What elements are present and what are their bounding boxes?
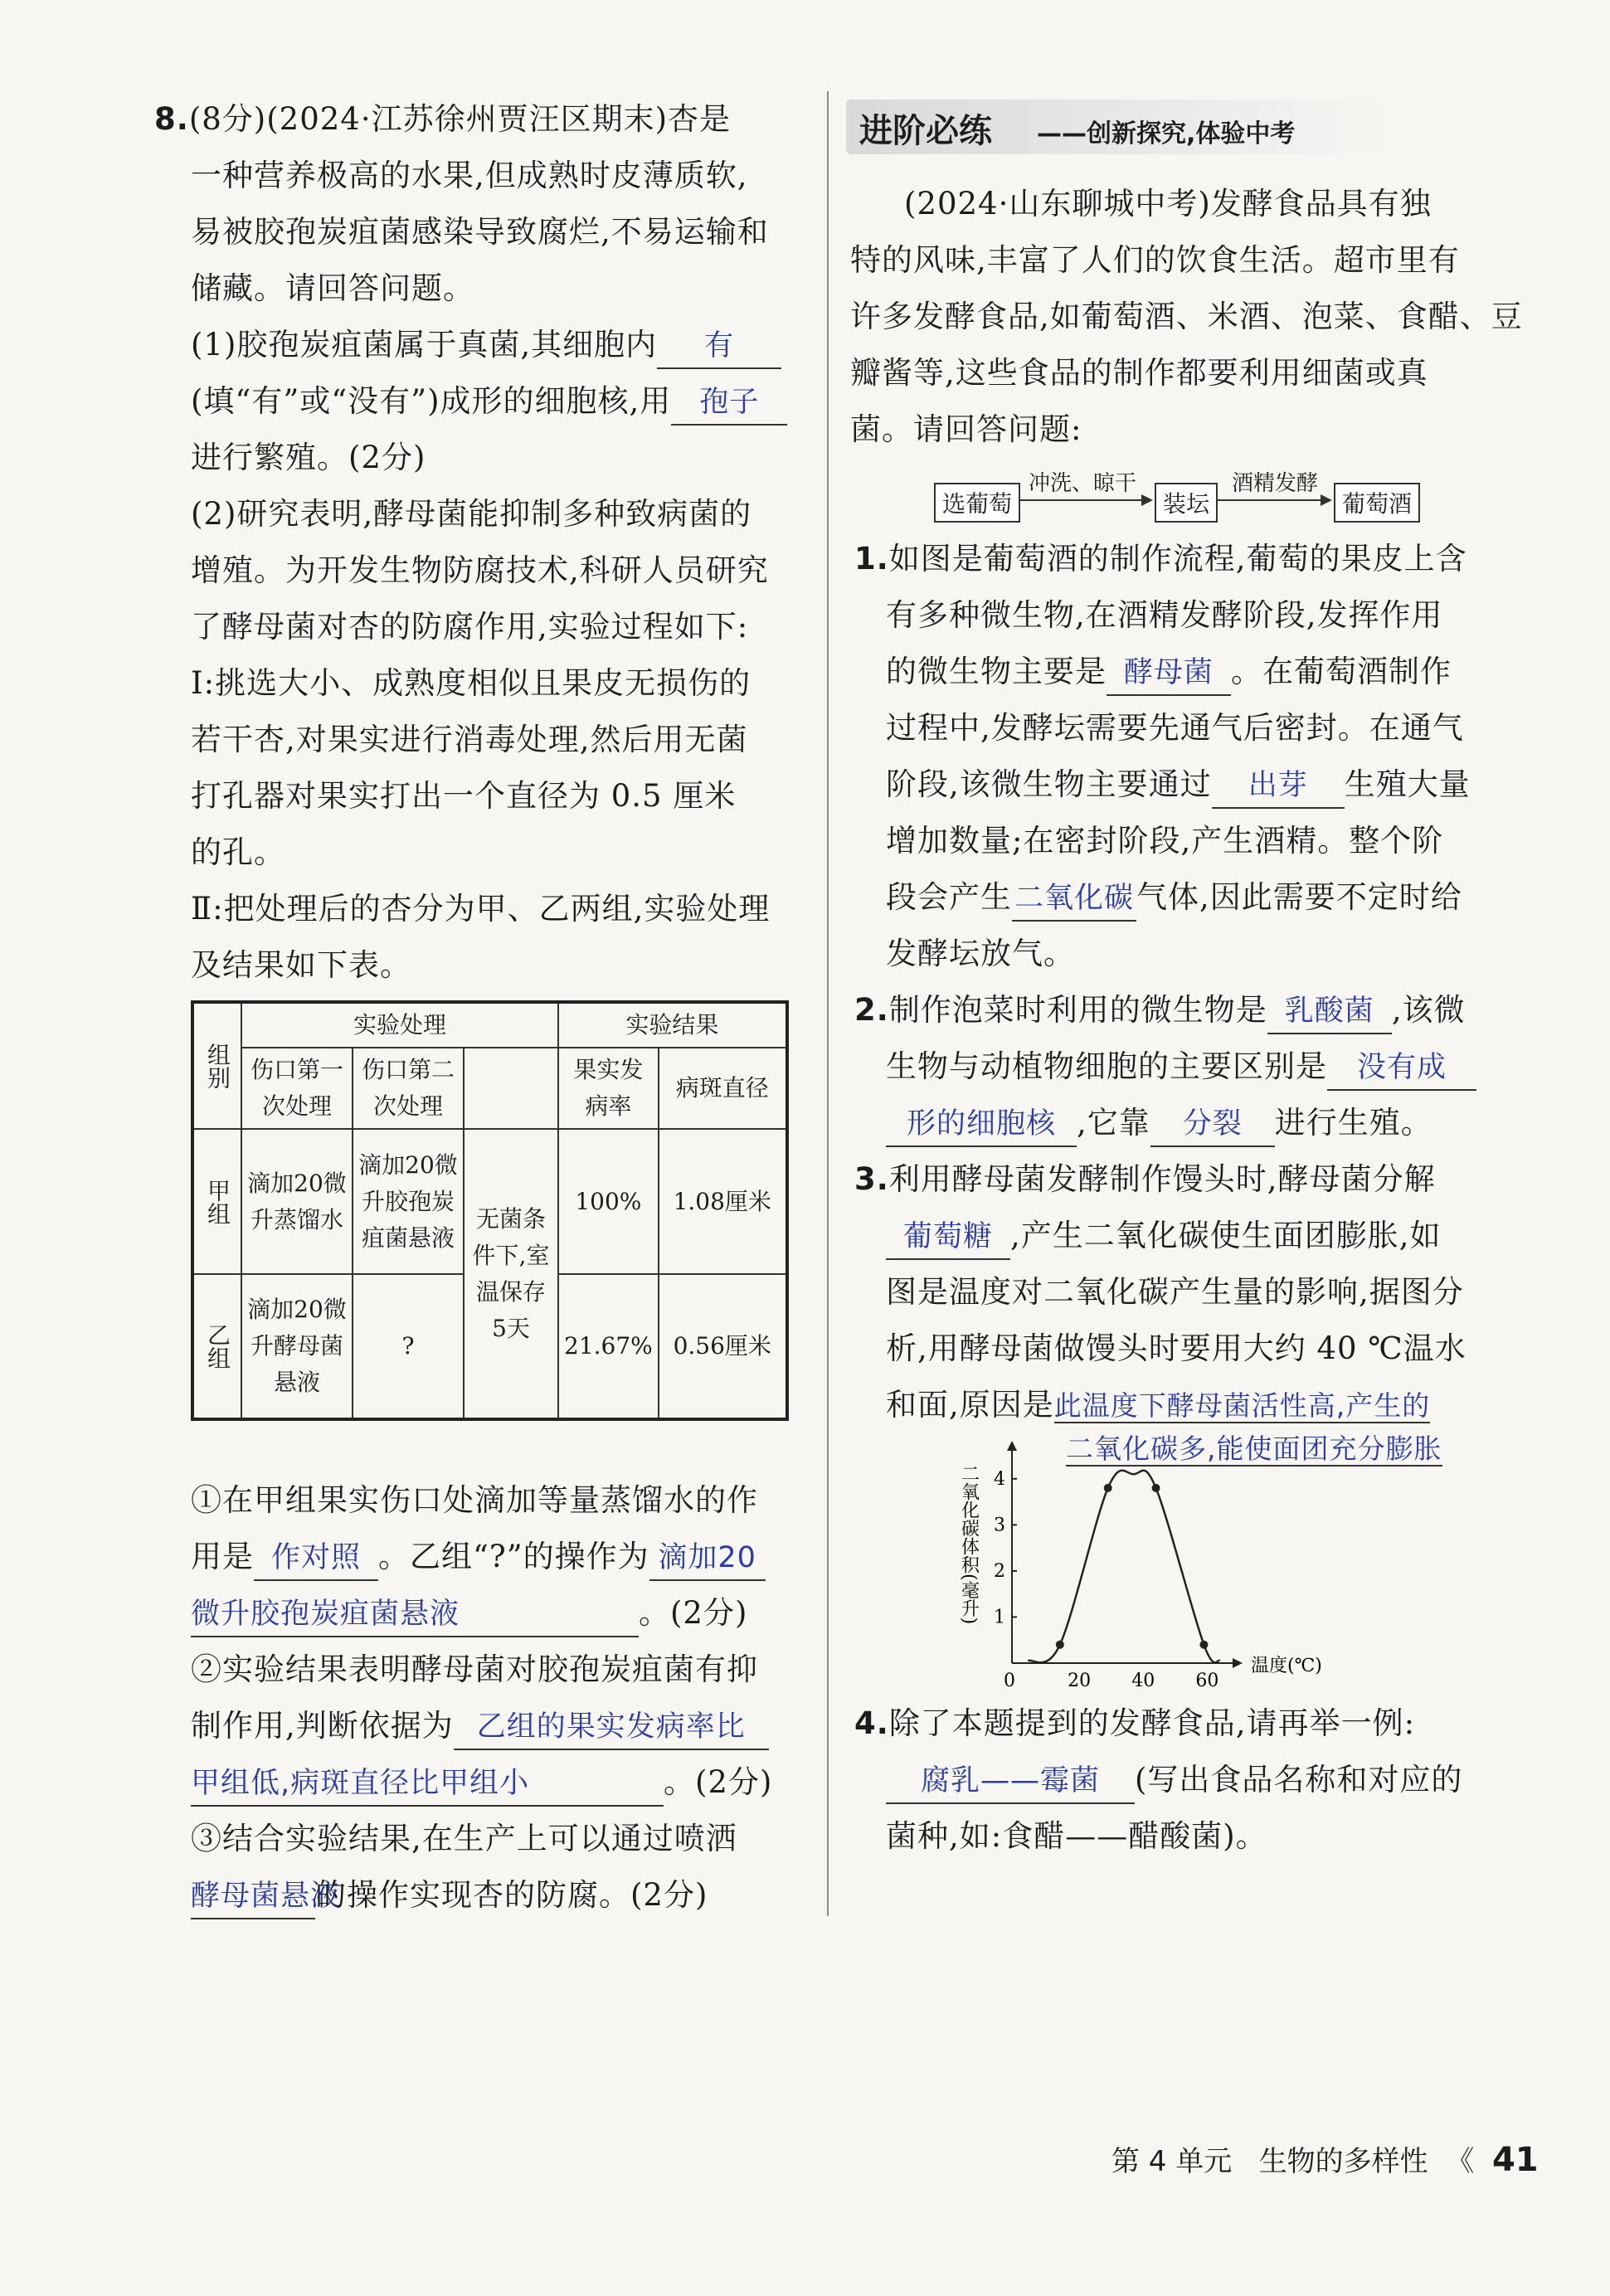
flow-step-select: 选葡萄 bbox=[934, 483, 1020, 523]
q8-part2-line: 及结果如下表。 bbox=[191, 947, 411, 983]
flow-arrow bbox=[1019, 499, 1141, 501]
question-number: 1. bbox=[854, 541, 889, 576]
q8-sub1-line3 bbox=[191, 1585, 747, 1642]
y-tick-label: 2 bbox=[994, 1560, 1005, 1582]
answer-blank[interactable]: 没有成 bbox=[1327, 1046, 1476, 1091]
answer-blank[interactable]: 形的细胞核 bbox=[886, 1102, 1077, 1147]
text: (填“有”或“没有”)成形的细胞核,用 bbox=[191, 383, 672, 419]
x-arrow-icon bbox=[1233, 1658, 1243, 1668]
cell: 0.56厘米 bbox=[659, 1274, 787, 1419]
data-point bbox=[1152, 1484, 1160, 1492]
q8-part1-line3: 进行繁殖。(2分) bbox=[191, 440, 426, 475]
answer-blank[interactable]: 孢子 bbox=[671, 381, 787, 426]
text: 的操作实现杏的防腐。(2分) bbox=[315, 1877, 708, 1913]
header-first-treatment: 伤口第一次处理 bbox=[241, 1048, 353, 1129]
answer-blank[interactable]: 出芽 bbox=[1212, 764, 1345, 809]
cell: 100% bbox=[558, 1129, 659, 1274]
arrow-head-icon bbox=[1141, 494, 1153, 506]
x-tick-label: 0 bbox=[1004, 1671, 1015, 1691]
q8-part2-line: 增殖。为开发生物防腐技术,科研人员研究 bbox=[191, 552, 769, 588]
flow-step-wine: 葡萄酒 bbox=[1334, 483, 1420, 523]
r3-line2 bbox=[886, 1208, 1442, 1264]
answer-blank[interactable]: 酵母菌 bbox=[1107, 651, 1231, 696]
text: 如图是葡萄酒的制作流程,葡萄的果皮上含 bbox=[888, 541, 1467, 576]
data-point bbox=[1104, 1484, 1112, 1492]
answer-blank[interactable]: 微升胶孢炭疽菌悬液 bbox=[191, 1593, 639, 1637]
text: 生物与动植物细胞的主要区别是 bbox=[886, 1048, 1327, 1084]
series-line bbox=[1028, 1471, 1219, 1663]
data-point bbox=[1056, 1641, 1064, 1649]
y-tick-label: 3 bbox=[994, 1515, 1005, 1536]
text: ,产生二氧化碳使生面团膨胀,如 bbox=[1010, 1218, 1442, 1253]
chevron-icon: 《 bbox=[1446, 2145, 1475, 2178]
r3-line3: 图是温度对二氧化碳产生量的影响,据图分 bbox=[886, 1274, 1464, 1310]
answer-blank[interactable]: 作对照 bbox=[254, 1536, 378, 1581]
x-tick-label: 60 bbox=[1195, 1671, 1219, 1691]
cell: 滴加20微升蒸馏水 bbox=[241, 1129, 353, 1274]
text: 生殖大量 bbox=[1344, 766, 1471, 802]
text: 除了本题提到的发酵食品,请再举一例: bbox=[888, 1705, 1416, 1741]
intro-line: 许多发酵食品,如葡萄酒、米酒、泡菜、食醋、豆 bbox=[850, 299, 1523, 334]
header-group: 组别 bbox=[192, 1002, 241, 1129]
text: 进行生殖。 bbox=[1274, 1105, 1432, 1141]
cell: 滴加20微升胶孢炭疽菌悬液 bbox=[353, 1129, 464, 1274]
text: 制作用,判断依据为 bbox=[191, 1708, 454, 1744]
question-number: 4. bbox=[854, 1705, 889, 1741]
unit-title: 生物的多样性 bbox=[1258, 2145, 1428, 2178]
experiment-table bbox=[191, 1000, 789, 1421]
answer-blank[interactable]: 甲组低,病斑直径比甲组小 bbox=[191, 1762, 664, 1807]
text: 段会产生 bbox=[886, 879, 1012, 915]
cell: 21.67% bbox=[558, 1274, 659, 1419]
text: ,该微 bbox=[1391, 992, 1466, 1028]
q8-sub2-line2 bbox=[191, 1698, 769, 1754]
question-number: 3. bbox=[854, 1161, 889, 1197]
q8-sub3-line1: ③结合实验结果,在生产上可以通过喷洒 bbox=[191, 1821, 737, 1856]
header-result: 实验结果 bbox=[558, 1002, 787, 1048]
header-treatment: 实验处理 bbox=[241, 1002, 558, 1048]
intro-line: 菌。请回答问题: bbox=[850, 411, 1082, 447]
r1-line1 bbox=[854, 531, 1467, 587]
r1-line3 bbox=[886, 644, 1452, 700]
answer-blank[interactable]: 乳酸菌 bbox=[1267, 990, 1392, 1034]
page-footer bbox=[1111, 2138, 1539, 2179]
text: (1)胶孢炭疽菌属于真菌,其细胞内 bbox=[191, 327, 658, 362]
r3-line4: 析,用酵母菌做馒头时要用大约 40 ℃温水 bbox=[886, 1330, 1467, 1366]
r2-line3 bbox=[886, 1095, 1432, 1151]
text: 。(2分) bbox=[639, 1595, 748, 1631]
r2-line1 bbox=[854, 982, 1466, 1039]
question-8-line-4: 储藏。请回答问题。 bbox=[191, 270, 474, 306]
text: 用是 bbox=[191, 1539, 254, 1574]
text: 。乙组“?”的操作为 bbox=[378, 1539, 649, 1574]
header-diameter: 病斑直径 bbox=[659, 1048, 787, 1129]
banner-title: 进阶必练 bbox=[859, 112, 992, 150]
r1-line5 bbox=[886, 756, 1471, 813]
question-8-line-1 bbox=[154, 91, 731, 148]
q8-part2-line: Ⅰ:挑选大小、成熟度相似且果皮无损伤的 bbox=[191, 665, 751, 701]
text: 制作泡菜时利用的微生物是 bbox=[888, 992, 1267, 1028]
text: 阶段,该微生物主要通过 bbox=[886, 766, 1212, 802]
q8-part2-line: 若干杏,对果实进行消毒处理,然后用无菌 bbox=[191, 722, 748, 757]
answer-blank[interactable]: 滴加20 bbox=[649, 1536, 766, 1581]
r4-line3: 菌种,如:食醋——醋酸菌)。 bbox=[886, 1818, 1267, 1854]
answer-blank[interactable]: 分裂 bbox=[1150, 1102, 1275, 1147]
text: (写出食品名称和对应的 bbox=[1135, 1762, 1463, 1797]
q8-sub2-line3 bbox=[191, 1754, 772, 1811]
temperature-co2-chart bbox=[958, 1439, 1559, 1691]
text: 。(2分) bbox=[664, 1764, 773, 1800]
cell: ? bbox=[353, 1274, 464, 1419]
page-number: 41 bbox=[1491, 2141, 1539, 2179]
unit-label: 第 4 单元 bbox=[1111, 2145, 1233, 2178]
q8-part1-line1 bbox=[191, 317, 781, 373]
intro-line: (2024·山东聊城中考)发酵食品具有独 bbox=[904, 186, 1432, 221]
q8-sub2-line1: ②实验结果表明酵母菌对胶孢炭疽菌有抑 bbox=[191, 1651, 758, 1687]
question-number: 8. bbox=[154, 101, 189, 137]
question-number: 2. bbox=[854, 992, 889, 1028]
answer-blank[interactable]: 酵母菌悬液 bbox=[191, 1875, 315, 1919]
y-arrow-icon bbox=[1007, 1441, 1017, 1451]
y-axis-label: 二氧化碳体积(毫升) bbox=[958, 1464, 980, 1625]
r1-line4: 过程中,发酵坛需要先通气后密封。在通气 bbox=[886, 710, 1464, 746]
r1-line2: 有多种微生物,在酒精发酵阶段,发挥作用 bbox=[886, 597, 1443, 633]
section-banner bbox=[846, 100, 1394, 154]
text: 利用酵母菌发酵制作馒头时,酵母菌分解 bbox=[888, 1161, 1436, 1197]
r2-line2 bbox=[886, 1039, 1476, 1095]
q8-part2-line: (2)研究表明,酵母菌能抑制多种致病菌的 bbox=[191, 496, 752, 532]
text: (8分)(2024·江苏徐州贾汪区期末)杏是 bbox=[188, 101, 732, 137]
answer-blank[interactable]: 二氧化碳 bbox=[1012, 877, 1136, 922]
text: 和面,原因是 bbox=[886, 1387, 1054, 1423]
answer-blank[interactable]: 葡萄糖 bbox=[886, 1215, 1010, 1260]
y-tick-label: 4 bbox=[994, 1468, 1005, 1490]
column-divider bbox=[827, 91, 829, 1916]
y-tick-label: 1 bbox=[994, 1607, 1005, 1628]
answer-blank[interactable]: 二氧化碳多,能使面团充分膨胀 bbox=[1066, 1433, 1442, 1465]
header-condition-empty bbox=[464, 1048, 558, 1129]
data-point bbox=[1199, 1641, 1208, 1649]
flow-step-jar: 装坛 bbox=[1155, 483, 1218, 523]
q8-part2-line: 打孔器对果实打出一个直径为 0.5 厘米 bbox=[191, 778, 737, 814]
q8-part2-line: 的孔。 bbox=[191, 834, 285, 870]
r4-line1 bbox=[854, 1695, 1415, 1752]
r1-line8: 发酵坛放气。 bbox=[886, 936, 1075, 971]
x-axis-label: 温度(℃) bbox=[1251, 1656, 1322, 1676]
r4-line2 bbox=[886, 1752, 1462, 1808]
r1-line7 bbox=[886, 869, 1462, 926]
flow-arrow bbox=[1216, 499, 1321, 501]
group-jia: 甲组 bbox=[192, 1129, 241, 1274]
text: 气体,因此需要不定时给 bbox=[1136, 879, 1462, 915]
header-rate: 果实发病率 bbox=[558, 1048, 659, 1129]
intro-line: 特的风味,丰富了人们的饮食生活。超市里有 bbox=[850, 242, 1460, 278]
question-8-line-2: 一种营养极高的水果,但成熟时皮薄质软, bbox=[191, 158, 748, 193]
q8-sub1-line1: ①在甲组果实伤口处滴加等量蒸馏水的作 bbox=[191, 1482, 758, 1518]
header-second-treatment: 伤口第二次处理 bbox=[353, 1048, 464, 1129]
q8-sub3-line2 bbox=[191, 1867, 708, 1924]
x-tick-label: 40 bbox=[1131, 1671, 1155, 1691]
answer-blank[interactable]: 此温度下酵母菌活性高,产生的 bbox=[1053, 1389, 1431, 1422]
flow-label-ferment: 酒精发酵 bbox=[1232, 471, 1319, 496]
group-yi: 乙组 bbox=[192, 1274, 241, 1419]
answer-blank[interactable]: 腐乳——霉菌 bbox=[886, 1759, 1135, 1804]
condition-cell: 无菌条件下,室温保存5天 bbox=[464, 1129, 558, 1419]
q8-part1-line2 bbox=[191, 373, 787, 430]
text: ,它靠 bbox=[1077, 1105, 1150, 1141]
question-8-line-3: 易被胶孢炭疽菌感染导致腐烂,不易运输和 bbox=[191, 214, 769, 250]
intro-line: 瓣酱等,这些食品的制作都要利用细菌或真 bbox=[850, 355, 1428, 391]
banner-subtitle: ——创新探究,体验中考 bbox=[1037, 119, 1296, 148]
answer-blank[interactable]: 有 bbox=[657, 324, 781, 369]
q8-part2-line: Ⅱ:把处理后的杏分为甲、乙两组,实验处理 bbox=[191, 891, 771, 927]
text: 的微生物主要是 bbox=[886, 654, 1107, 689]
q8-sub1-line2 bbox=[191, 1529, 766, 1585]
cell: 1.08厘米 bbox=[659, 1129, 787, 1274]
r1-line6: 增加数量;在密封阶段,产生酒精。整个阶 bbox=[886, 823, 1444, 859]
q8-part2-line: 了酵母菌对杏的防腐作用,实验过程如下: bbox=[191, 609, 749, 645]
flow-label-wash: 冲洗、晾干 bbox=[1029, 471, 1137, 496]
r3-line1 bbox=[854, 1151, 1436, 1208]
cell: 滴加20微升酵母菌悬液 bbox=[241, 1274, 353, 1419]
x-tick-label: 20 bbox=[1068, 1671, 1092, 1691]
answer-blank[interactable]: 乙组的果实发病率比 bbox=[454, 1705, 769, 1750]
text: 。在葡萄酒制作 bbox=[1231, 654, 1452, 689]
arrow-head-icon bbox=[1321, 494, 1332, 506]
